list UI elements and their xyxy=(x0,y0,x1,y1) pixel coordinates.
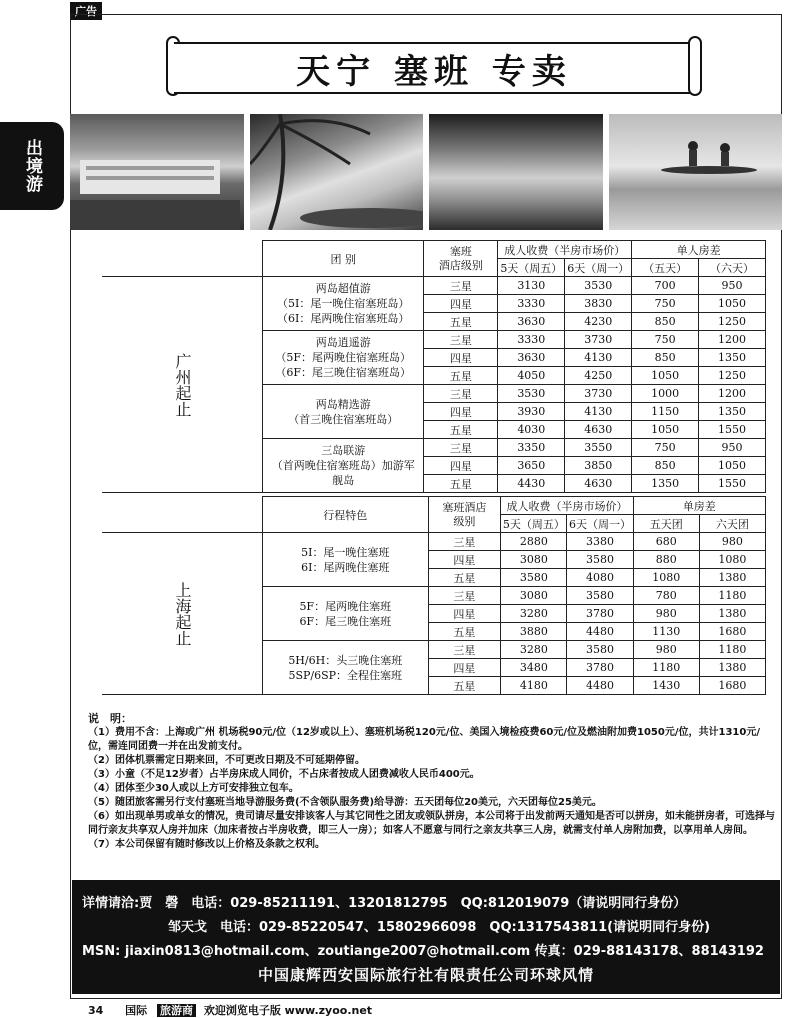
price-5d: 3580 xyxy=(501,569,567,587)
side-tab-outbound: 出境游 xyxy=(0,122,64,210)
footer-website-link[interactable]: 欢迎浏览电子版 www.zyoo.net xyxy=(203,1004,373,1017)
hotel-level: 四星 xyxy=(428,551,501,569)
single-5d: 1180 xyxy=(633,659,699,677)
price-5d: 3650 xyxy=(498,457,565,475)
price-6d: 4480 xyxy=(567,677,633,695)
single-5d: 1130 xyxy=(633,623,699,641)
notes-item: （5）随团旅客需另行支付塞班当地导游服务费(不含领队服务费)给导游：五天团每位20美元，六天团每位25美元。 xyxy=(88,797,602,808)
hotel-level: 四星 xyxy=(428,605,501,623)
hotel-level: 三星 xyxy=(424,331,498,349)
single-6d: 1180 xyxy=(699,641,765,659)
price-5d: 3280 xyxy=(501,641,567,659)
ad-tag: 广告 xyxy=(70,2,102,20)
photo-resort-hotel xyxy=(70,114,244,230)
single-5d: 850 xyxy=(632,313,699,331)
price-6d: 3380 xyxy=(567,533,633,551)
single-5d: 850 xyxy=(632,457,699,475)
hotel-level: 三星 xyxy=(428,641,501,659)
price-6d: 3580 xyxy=(567,587,633,605)
hotel-level: 五星 xyxy=(428,677,501,695)
hotel-level: 三星 xyxy=(424,439,498,457)
city-label: 广州起止 xyxy=(102,277,263,493)
contact-line-3: MSN: jiaxin0813@hotmail.com、zoutiange2007@hotmail.com 传真：029-88143178、88143192 xyxy=(82,944,764,959)
sh-header-s6: 六天团 xyxy=(699,515,765,533)
single-6d: 1350 xyxy=(699,349,766,367)
tour-group-name: 两岛精选游 （首三晚住宿塞班岛） xyxy=(263,385,424,439)
city-label: 上海起止 xyxy=(102,533,263,695)
title-scroll-banner xyxy=(160,34,708,96)
gz-header-5d: 5天（周五） xyxy=(498,259,565,277)
price-6d: 3780 xyxy=(567,605,633,623)
single-5d: 1150 xyxy=(632,403,699,421)
single-6d: 1050 xyxy=(699,457,766,475)
guangzhou-table-body xyxy=(102,277,766,493)
gz-header-price: 成人收费（半房市场价） xyxy=(498,241,632,259)
single-6d: 950 xyxy=(699,277,766,295)
notes-heading: 说 明： xyxy=(88,712,132,725)
hotel-level: 四星 xyxy=(424,295,498,313)
sh-header-s5: 五天团 xyxy=(633,515,699,533)
single-5d: 750 xyxy=(632,439,699,457)
single-5d: 1080 xyxy=(633,569,699,587)
gz-header-single: 单人房差 xyxy=(632,241,766,259)
price-5d: 3880 xyxy=(501,623,567,641)
company-name: 中国康辉西安国际旅行社有限责任公司环球风情 xyxy=(257,966,594,984)
gz-header-6d: 6天（周一） xyxy=(565,259,632,277)
single-6d: 1680 xyxy=(699,623,765,641)
contact-line-1: 详情请洽:贾 磬 电话：029-85211191、13201812795 QQ:812019079（请说明同行身份） xyxy=(82,896,687,911)
single-5d: 700 xyxy=(632,277,699,295)
single-5d: 880 xyxy=(633,551,699,569)
price-5d: 3080 xyxy=(501,551,567,569)
notes-item: （6）如出现单男或单女的情况，贵司请尽量安排该客人与其它同性之团友或领队拼房，本公司将于出发前两天通知是否可以拼房，如未能拼房者，可选择与同行亲友共享双人房并加床（加床者按占半房收费，即三人一房）；如客人不愿意与同行之亲友共享三人房，就需支付单人房附加费，以享用单人房间。 xyxy=(88,811,775,836)
photo-kayak-couple xyxy=(609,114,783,230)
gz-header-s6: （六天） xyxy=(699,259,766,277)
single-6d: 1050 xyxy=(699,295,766,313)
single-6d: 1550 xyxy=(699,475,766,493)
single-6d: 1550 xyxy=(699,421,766,439)
hotel-level: 五星 xyxy=(428,569,501,587)
footer-brand-logo: 旅游商 xyxy=(157,1004,196,1017)
sh-header-single: 单房差 xyxy=(633,497,765,515)
notes-item: （1）费用不含：上海或广州 机场税90元/位（12岁或以上）、塞班机场税120元/位、美国入境检疫费60元/位及燃油附加费1050元/位，共计1310元/位，需连同团费一并在出发前支付。 xyxy=(88,727,760,752)
price-6d: 3730 xyxy=(565,331,632,349)
hotel-level: 五星 xyxy=(424,367,498,385)
price-6d: 4630 xyxy=(565,421,632,439)
hotel-level: 三星 xyxy=(428,533,501,551)
hotel-level: 五星 xyxy=(424,421,498,439)
notes-item: （4）团体至少30人或以上方可安排独立包车。 xyxy=(88,783,299,794)
photo-clear-water xyxy=(429,114,603,230)
price-6d: 4230 xyxy=(565,313,632,331)
single-6d: 1200 xyxy=(699,385,766,403)
hotel-level: 三星 xyxy=(424,277,498,295)
price-5d: 3630 xyxy=(498,349,565,367)
sh-header-price: 成人收费（半房市场价） xyxy=(501,497,633,515)
photo-palm-beach xyxy=(250,114,424,230)
table-row xyxy=(102,533,766,551)
tour-group-name: 5F：尾两晚住塞班 6F：尾三晚住塞班 xyxy=(263,587,429,641)
price-5d: 2880 xyxy=(501,533,567,551)
tour-group-name: 两岛逍遥游 （5F：尾两晚住宿塞班岛） （6F：尾三晚住宿塞班岛） xyxy=(263,331,424,385)
scroll-right-roll-icon xyxy=(688,36,702,96)
single-5d: 1350 xyxy=(632,475,699,493)
single-5d: 980 xyxy=(633,605,699,623)
sh-header-hotel: 塞班酒店 级别 xyxy=(428,497,501,533)
single-6d: 1080 xyxy=(699,551,765,569)
title-scroll-body xyxy=(174,42,694,94)
price-6d: 4130 xyxy=(565,349,632,367)
single-5d: 980 xyxy=(633,641,699,659)
shanghai-table-body xyxy=(102,533,766,695)
guangzhou-price-table xyxy=(102,240,766,493)
hotel-level: 三星 xyxy=(428,587,501,605)
sh-header-5d: 5天（周五） xyxy=(501,515,567,533)
single-6d: 1250 xyxy=(699,367,766,385)
tour-group-name: 5H/6H：头三晚住塞班 5SP/6SP：全程住塞班 xyxy=(263,641,429,695)
hotel-level: 四星 xyxy=(428,659,501,677)
single-6d: 1200 xyxy=(699,331,766,349)
photo-strip xyxy=(70,114,782,230)
price-5d: 3350 xyxy=(498,439,565,457)
single-6d: 1680 xyxy=(699,677,765,695)
price-5d: 4030 xyxy=(498,421,565,439)
hotel-level: 四星 xyxy=(424,349,498,367)
price-6d: 3850 xyxy=(565,457,632,475)
contact-line-2: 邹天戈 电话：029-85220547、15802966098 QQ:1317543811(请说明同行身份) xyxy=(168,920,711,935)
price-6d: 3580 xyxy=(567,641,633,659)
price-5d: 3330 xyxy=(498,295,565,313)
hotel-level: 四星 xyxy=(424,403,498,421)
single-5d: 780 xyxy=(633,587,699,605)
price-6d: 4630 xyxy=(565,475,632,493)
contact-box xyxy=(72,880,780,994)
price-5d: 3530 xyxy=(498,385,565,403)
single-6d: 980 xyxy=(699,533,765,551)
single-5d: 850 xyxy=(632,349,699,367)
single-6d: 1380 xyxy=(699,605,765,623)
single-5d: 1050 xyxy=(632,421,699,439)
table-row xyxy=(102,277,766,295)
price-6d: 3780 xyxy=(567,659,633,677)
single-6d: 950 xyxy=(699,439,766,457)
tour-group-name: 三岛联游 （首两晚住宿塞班岛）加游军舰岛 xyxy=(263,439,424,493)
single-5d: 1430 xyxy=(633,677,699,695)
notes-item: （3）小童（不足12岁者）占半房床成人同价，不占床者按成人团费减收人民币400元。 xyxy=(88,769,480,780)
price-6d: 4130 xyxy=(565,403,632,421)
single-5d: 1000 xyxy=(632,385,699,403)
hotel-level: 五星 xyxy=(428,623,501,641)
price-6d: 3530 xyxy=(565,277,632,295)
single-6d: 1380 xyxy=(699,659,765,677)
price-5d: 4430 xyxy=(498,475,565,493)
hotel-level: 五星 xyxy=(424,475,498,493)
page-title: 天宁 塞班 专卖 xyxy=(296,51,572,92)
footer-section: 国际 xyxy=(125,1004,148,1017)
price-6d: 3580 xyxy=(567,551,633,569)
single-6d: 1350 xyxy=(699,403,766,421)
shanghai-price-table xyxy=(102,496,766,695)
notes-item: （7）本公司保留有随时修改以上价格及条款之权利。 xyxy=(88,839,325,850)
price-5d: 3080 xyxy=(501,587,567,605)
gz-header-s5: （五天） xyxy=(632,259,699,277)
hotel-level: 三星 xyxy=(424,385,498,403)
price-6d: 4080 xyxy=(567,569,633,587)
sh-header-6d: 6天（周一） xyxy=(567,515,633,533)
single-5d: 1050 xyxy=(632,367,699,385)
price-5d: 3930 xyxy=(498,403,565,421)
page-number: 34 xyxy=(88,1004,104,1017)
price-5d: 3630 xyxy=(498,313,565,331)
price-5d: 4050 xyxy=(498,367,565,385)
single-5d: 750 xyxy=(632,295,699,313)
gz-header-hotel: 塞班 酒店级别 xyxy=(424,241,498,277)
price-6d: 4250 xyxy=(565,367,632,385)
single-5d: 750 xyxy=(632,331,699,349)
price-5d: 3330 xyxy=(498,331,565,349)
single-6d: 1380 xyxy=(699,569,765,587)
sh-header-group: 行程特色 xyxy=(263,497,429,533)
hotel-level: 五星 xyxy=(424,313,498,331)
single-6d: 1180 xyxy=(699,587,765,605)
price-5d: 3480 xyxy=(501,659,567,677)
tour-group-name: 两岛超值游 （5I：尾一晚住宿塞班岛） （6I：尾两晚住宿塞班岛） xyxy=(263,277,424,331)
price-5d: 3280 xyxy=(501,605,567,623)
single-6d: 1250 xyxy=(699,313,766,331)
price-6d: 3550 xyxy=(565,439,632,457)
price-6d: 3730 xyxy=(565,385,632,403)
notes-item: （2）团体机票需定日期来回，不可更改日期及不可延期停留。 xyxy=(88,755,365,766)
price-5d: 4180 xyxy=(501,677,567,695)
price-6d: 4480 xyxy=(567,623,633,641)
price-5d: 3130 xyxy=(498,277,565,295)
tour-group-name: 5I：尾一晚住塞班 6I：尾两晚住塞班 xyxy=(263,533,429,587)
gz-header-group: 团 别 xyxy=(263,241,424,277)
price-6d: 3830 xyxy=(565,295,632,313)
notes-section xyxy=(88,712,778,852)
single-5d: 680 xyxy=(633,533,699,551)
hotel-level: 四星 xyxy=(424,457,498,475)
